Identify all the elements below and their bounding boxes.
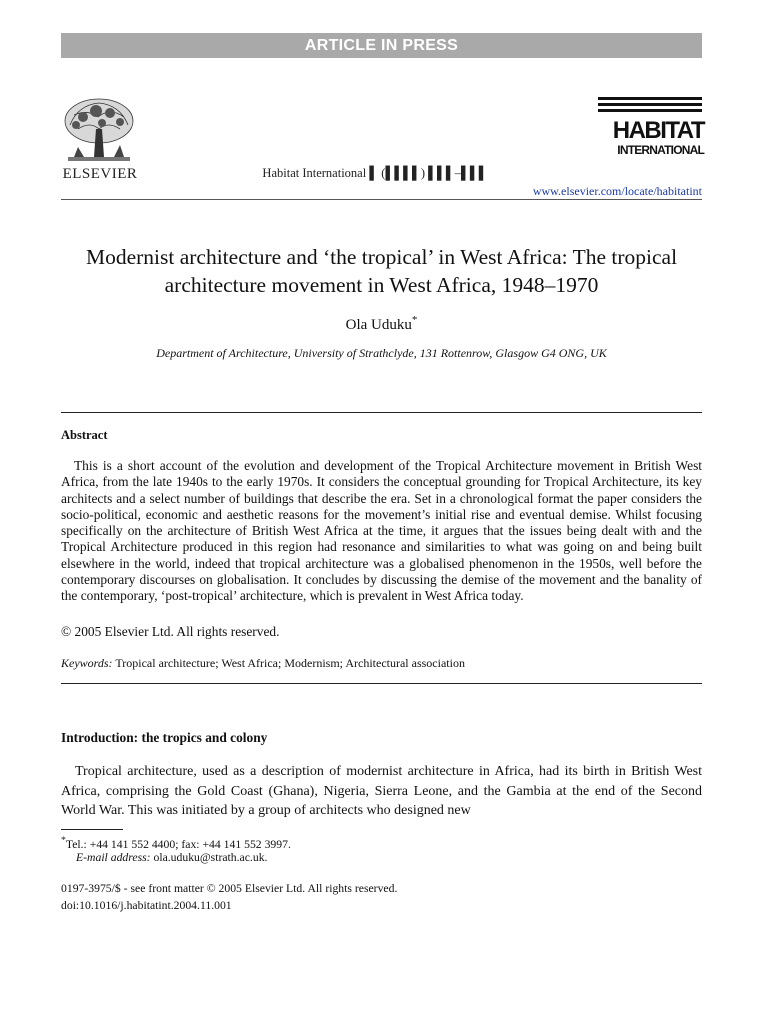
header-divider <box>61 199 702 200</box>
keywords-value: Tropical architecture; West Africa; Modernism; Architectural association <box>115 656 465 670</box>
section-body <box>61 762 702 821</box>
abstract-copyright: © 2005 Elsevier Ltd. All rights reserved. <box>61 624 280 639</box>
article-title: Modernist architecture and ‘the tropical’ in West Africa: The tropical architecture movement in West Africa, 1948–1970 <box>85 245 678 297</box>
author-affiliation: Department of Architecture, University of Strathclyde, 131 Rottenrow, Glasgow G4 ONG, UK <box>156 346 607 360</box>
publisher-name: ELSEVIER <box>62 166 138 182</box>
footnote-email-label: E-mail address: <box>76 851 151 864</box>
abstract-paragraph: This is a short account of the evolution and development of the Tropical Architecture movement in British West Africa, from the late 1940s to the early 1970s. It considers the conceptual grounding for Tropical Architecture, its key architects and a select number of buildings that describe the era. Set in a chronological format the paper considers the socio-political, economic and aesthetic reasons for the movement’s initial rise and eventual demise. Whilst focusing specifically on the architecture of British West Africa at the time, it argues that the issues being dealt with and the Tropical Architecture produced in this region had resonance and similarities to what was going on and being built elsewhere in the world, indeed that tropical architecture was a globalised phenomenon in the 1950s, well before the contemporary discourses on globalisation. It concludes by discussing the demise of the movement and the banality of the contemporary, ‘post-tropical’ architecture, which is prevalent in West Africa today. <box>61 458 702 604</box>
stripes-icon <box>598 95 702 113</box>
abstract-top-divider <box>61 412 702 413</box>
footnote-mark: * <box>61 835 66 846</box>
author-footnote-mark[interactable]: * <box>411 314 418 326</box>
footnote-divider <box>61 829 123 830</box>
journal-logo-line2: INTERNATIONAL <box>617 143 704 157</box>
footnote-tel <box>61 835 702 851</box>
abstract-bottom-divider <box>61 683 702 684</box>
author-name-text: Ola Uduku <box>345 317 412 333</box>
footnote-email <box>76 851 717 864</box>
author-name <box>61 314 702 334</box>
journal-logo-graphic <box>598 95 702 113</box>
section-paragraph: Tropical architecture, used as a description of modernist architecture in Africa, had its birth in British West Africa, comprising the Gold Coast (Ghana), Nigeria, Sierra Leone, and the Gambia at the end of the Second World War. This was initiated by a group of architects who designed new <box>61 764 702 818</box>
front-matter: 0197-3975/$ - see front matter © 2005 Elsevier Ltd. All rights reserved. <box>61 882 398 895</box>
article-in-press-banner: ARTICLE IN PRESS <box>61 33 702 58</box>
journal-citation: Habitat International ▌ (▌▌▌▌) ▌▌▌–▌▌▌ <box>262 166 488 180</box>
section-heading: Introduction: the tropics and colony <box>61 730 268 745</box>
journal-logo-line1: HABITAT <box>612 117 704 144</box>
keywords-label: Keywords: <box>61 656 113 670</box>
journal-url-link[interactable]: www.elsevier.com/locate/habitatint <box>532 184 702 198</box>
footnote-tel-text: Tel.: +44 141 552 4400; fax: +44 141 552 3997. <box>65 837 291 851</box>
tree-icon <box>58 95 140 167</box>
abstract-heading: Abstract <box>61 428 108 442</box>
abstract-body <box>61 458 702 605</box>
footnote-email-link[interactable]: ola.uduku@strath.ac.uk. <box>153 851 268 864</box>
doi[interactable]: doi:10.1016/j.habitatint.2004.11.001 <box>61 899 232 912</box>
keywords <box>61 656 702 671</box>
